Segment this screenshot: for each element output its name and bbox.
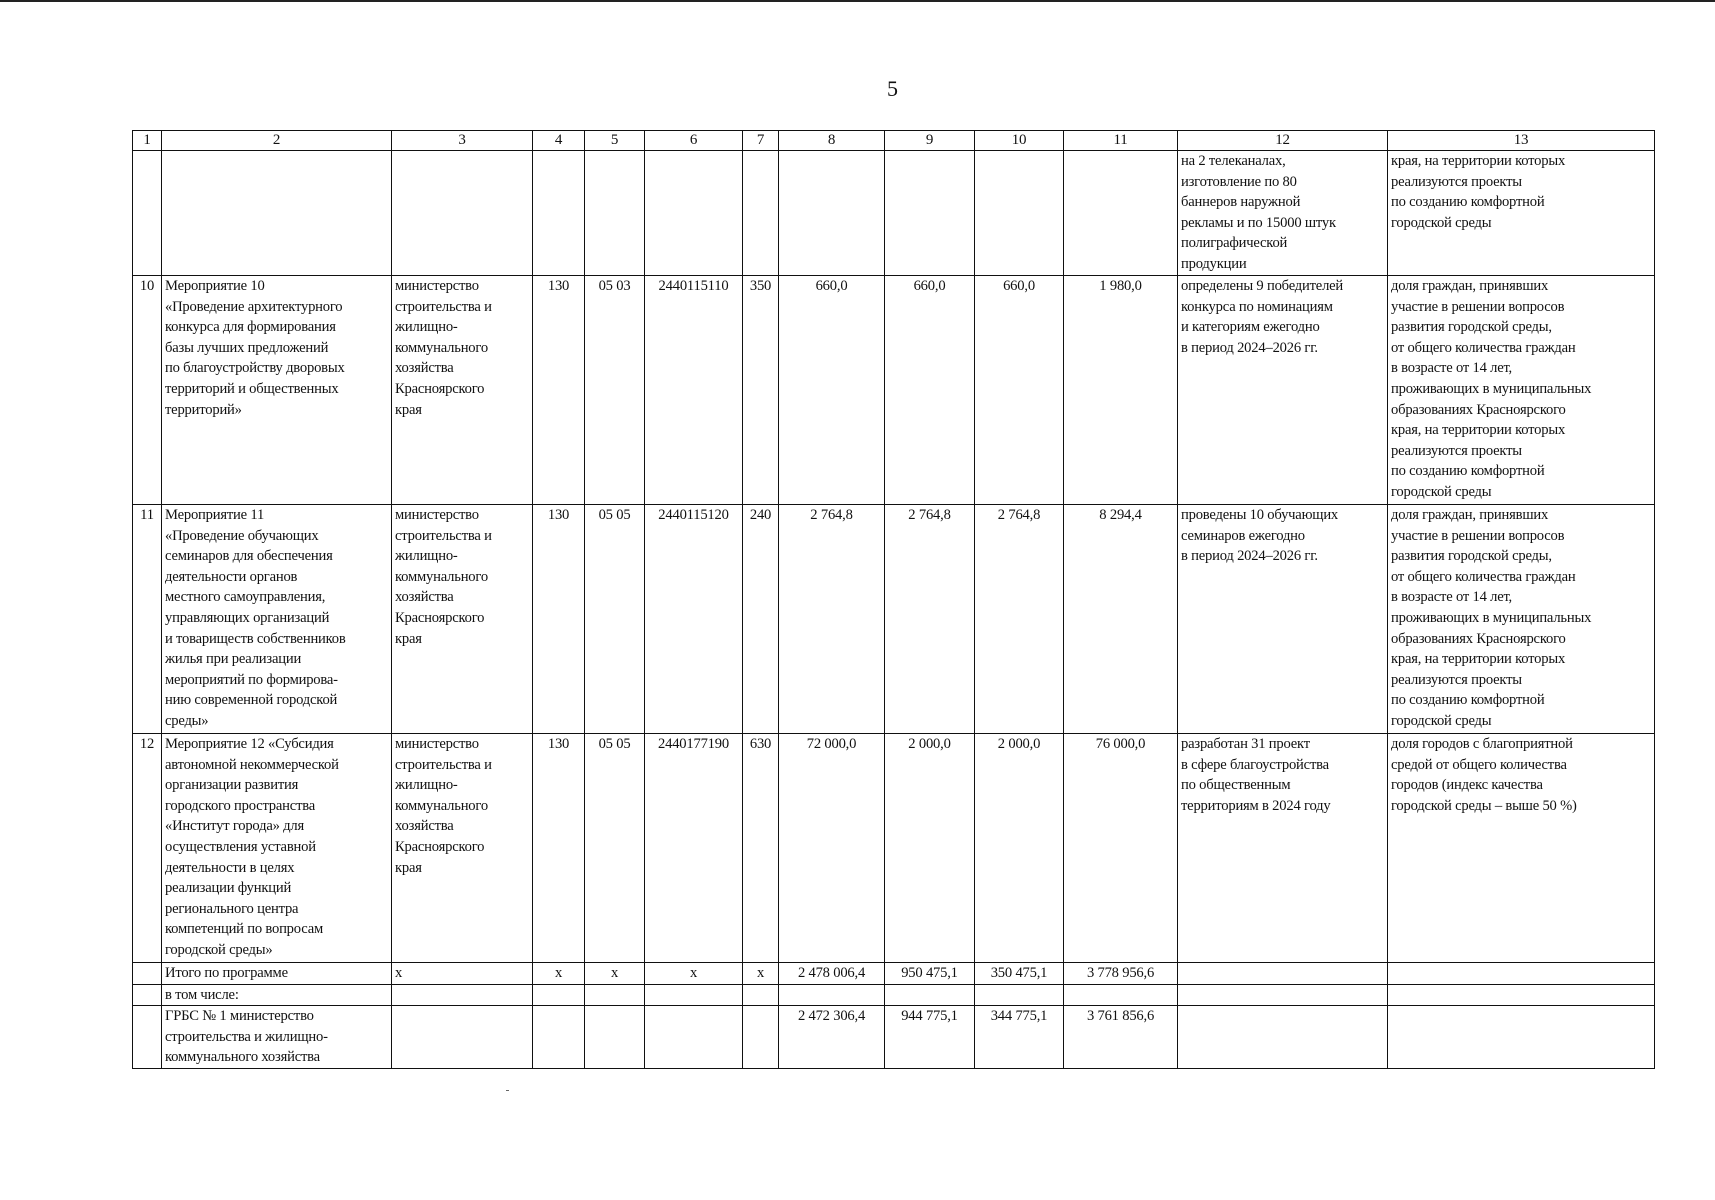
indicator: доля граждан, принявших участие в решении вопросов развития городской среды, от общего количества граждан в возрасте от 14 лет, проживающих в муниципальных образованиях Красноярского края, на территории которых реализуются проекты по созданию комфортной городской среды (1388, 276, 1655, 505)
header-cell: 5 (585, 131, 645, 151)
cell-expense-type: 240 (743, 505, 779, 734)
total-amount-2024: 2 478 006,4 (779, 963, 885, 985)
cell-amount-2025: 2 000,0 (885, 734, 975, 963)
grbs1-amount-2026: 344 775,1 (975, 1006, 1064, 1069)
top-border-line (0, 0, 1715, 2)
grbs1-row (133, 1006, 1655, 1069)
cell-amount-2026: 2 764,8 (975, 505, 1064, 734)
continuation-result-cell: на 2 телеканалах, изготовление по 80 баннеров наружной рекламы и по 15000 штук полиграфической продукции (1178, 151, 1388, 276)
responsible-agency: министерство строительства и жилищно- коммунального хозяйства Красноярского края (392, 505, 533, 734)
table-row (133, 276, 1655, 505)
expected-result: определены 9 победителей конкурса по номинациям и категориям ежегодно в период 2024–2026 гг. (1178, 276, 1388, 505)
header-cell: 3 (392, 131, 533, 151)
header-cell: 6 (645, 131, 743, 151)
program-activities-table (132, 130, 1655, 1069)
cell-section-code: 05 05 (585, 734, 645, 963)
expected-result: проведены 10 обучающих семинаров ежегодно в период 2024–2026 гг. (1178, 505, 1388, 734)
activity-name: Мероприятие 11 «Проведение обучающих семинаров для обеспечения деятельности органов местного самоуправления, управляющих организаций и товариществ собственников жилья при реализации мероприятий по формирова- нию современной городской среды» (162, 505, 392, 734)
header-cell: 8 (779, 131, 885, 151)
cell-amount-2024: 660,0 (779, 276, 885, 505)
header-cell: 9 (885, 131, 975, 151)
cell-grbs-code: 130 (533, 276, 585, 505)
total-cell: x (392, 963, 533, 985)
cell-amount-2026: 660,0 (975, 276, 1064, 505)
responsible-agency: министерство строительства и жилищно- коммунального хозяйства Красноярского края (392, 276, 533, 505)
header-cell: 1 (133, 131, 162, 151)
cell-grbs-code: 130 (533, 505, 585, 734)
total-cell: x (533, 963, 585, 985)
expected-result: разработан 31 проект в сфере благоустройства по общественным территориям в 2024 году (1178, 734, 1388, 963)
cell-amount-2026: 2 000,0 (975, 734, 1064, 963)
cell-grbs-code: 130 (533, 734, 585, 963)
cell-amount-2025: 660,0 (885, 276, 975, 505)
grbs1-amount-2025: 944 775,1 (885, 1006, 975, 1069)
row-number: 11 (133, 505, 162, 734)
responsible-agency: министерство строительства и жилищно- коммунального хозяйства Красноярского края (392, 734, 533, 963)
grbs1-amount-total: 3 761 856,6 (1064, 1006, 1178, 1069)
continuation-indicator-cell: края, на территории которых реализуются проекты по созданию комфортной городской среды (1388, 151, 1655, 276)
indicator: доля городов с благоприятной средой от общего количества городов (индекс качества городской среды – выше 50 %) (1388, 734, 1655, 963)
total-row (133, 963, 1655, 985)
total-amount-2026: 350 475,1 (975, 963, 1064, 985)
cell-target-code: 2440115120 (645, 505, 743, 734)
table-row (133, 734, 1655, 963)
header-cell: 11 (1064, 131, 1178, 151)
continuation-row (133, 151, 1655, 276)
cell-target-code: 2440177190 (645, 734, 743, 963)
cell-amount-total: 8 294,4 (1064, 505, 1178, 734)
header-cell: 4 (533, 131, 585, 151)
total-amount-total: 3 778 956,6 (1064, 963, 1178, 985)
total-amount-2025: 950 475,1 (885, 963, 975, 985)
cell-section-code: 05 05 (585, 505, 645, 734)
header-cell: 13 (1388, 131, 1655, 151)
including-label: в том числе: (162, 984, 392, 1006)
cell-amount-2024: 72 000,0 (779, 734, 885, 963)
header-cell: 10 (975, 131, 1064, 151)
cell-amount-2024: 2 764,8 (779, 505, 885, 734)
row-number: 10 (133, 276, 162, 505)
cell-amount-total: 76 000,0 (1064, 734, 1178, 963)
header-cell: 12 (1178, 131, 1388, 151)
activity-name: Мероприятие 12 «Субсидия автономной некоммерческой организации развития городского пространства «Институт города» для осуществления уставной деятельности в целях реализации функций регионального центра компетенций по вопросам городской среды» (162, 734, 392, 963)
cell-expense-type: 350 (743, 276, 779, 505)
indicator: доля граждан, принявших участие в решении вопросов развития городской среды, от общего количества граждан в возрасте от 14 лет, проживающих в муниципальных образованиях Красноярского края, на территории которых реализуются проекты по созданию комфортной городской среды (1388, 505, 1655, 734)
total-cell: x (645, 963, 743, 985)
total-cell: x (743, 963, 779, 985)
scan-speck (506, 1090, 509, 1091)
header-row (133, 131, 1655, 151)
cell-target-code: 2440115110 (645, 276, 743, 505)
total-label: Итого по программе (162, 963, 392, 985)
table-row (133, 505, 1655, 734)
activity-name: Мероприятие 10 «Проведение архитектурного конкурса для формирования базы лучших предложений по благоустройству дворовых территорий и общественных территорий» (162, 276, 392, 505)
grbs1-amount-2024: 2 472 306,4 (779, 1006, 885, 1069)
header-cell: 7 (743, 131, 779, 151)
cell-amount-2025: 2 764,8 (885, 505, 975, 734)
header-cell: 2 (162, 131, 392, 151)
including-row (133, 984, 1655, 1006)
page-number: 5 (887, 76, 898, 101)
cell-amount-total: 1 980,0 (1064, 276, 1178, 505)
total-cell: x (585, 963, 645, 985)
grbs1-label: ГРБС № 1 министерство строительства и жилищно- коммунального хозяйства (162, 1006, 392, 1069)
cell-expense-type: 630 (743, 734, 779, 963)
row-number: 12 (133, 734, 162, 963)
cell-section-code: 05 03 (585, 276, 645, 505)
